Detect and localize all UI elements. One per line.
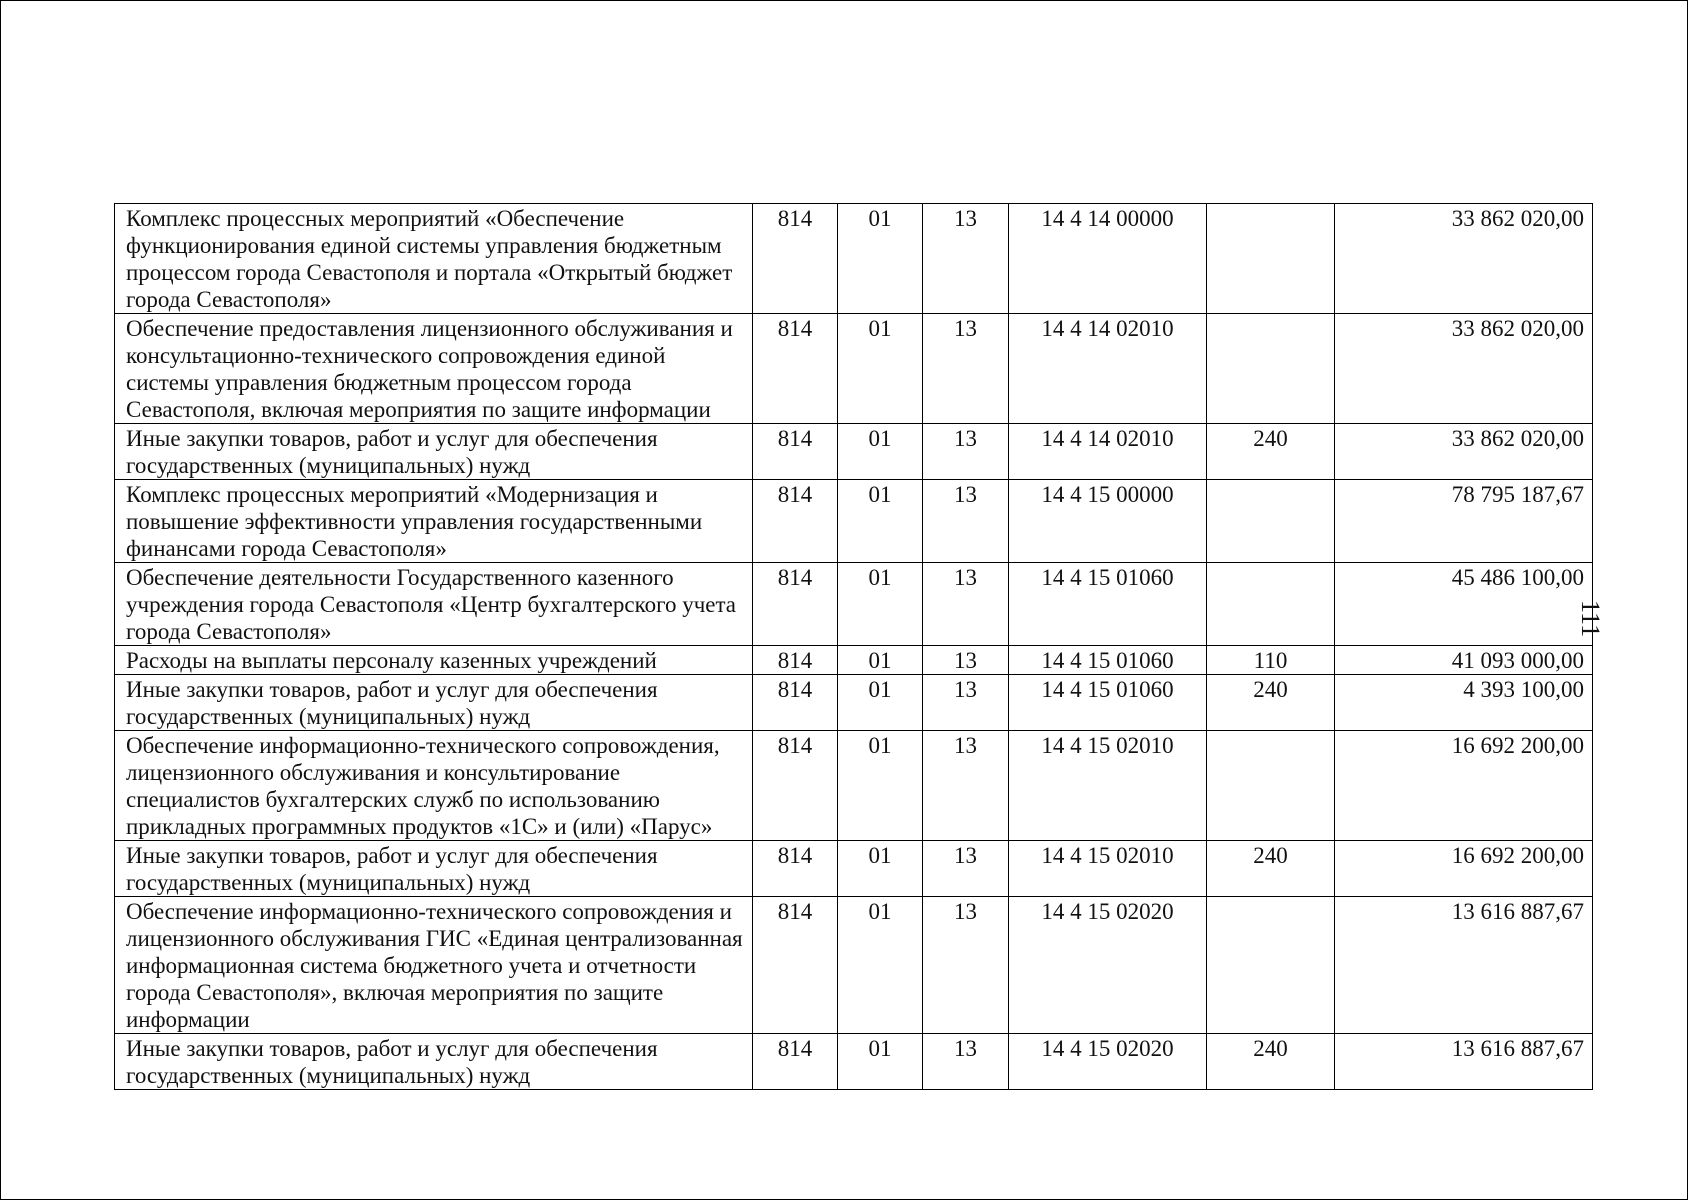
row-amount: 33 862 020,00 <box>1335 314 1593 424</box>
row-name: Расходы на выплаты персоналу казенных учреждений <box>115 646 753 675</box>
row-expense-type: 240 <box>1207 1034 1335 1090</box>
row-subsection-code: 13 <box>923 314 1009 424</box>
row-target-article: 14 4 15 02020 <box>1009 897 1207 1034</box>
table-body <box>115 204 1593 1090</box>
row-name: Обеспечение информационно-технического сопровождения и лицензионного обслуживания ГИС «Единая централизованная информационная система бюджетного учета и отчетности города Севастополя», включая мероприятия по защите информации <box>115 897 753 1034</box>
row-name: Иные закупки товаров, работ и услуг для обеспечения государственных (муниципальных) нужд <box>115 841 753 897</box>
row-target-article: 14 4 14 00000 <box>1009 204 1207 314</box>
row-subsection-code: 13 <box>923 424 1009 480</box>
row-subsection-code: 13 <box>923 841 1009 897</box>
row-section-code: 01 <box>838 731 923 841</box>
table-row <box>115 897 1593 1034</box>
row-expense-type: 240 <box>1207 675 1335 731</box>
row-section-code: 01 <box>838 204 923 314</box>
row-expense-type <box>1207 897 1335 1034</box>
row-expense-type: 110 <box>1207 646 1335 675</box>
table-row <box>115 841 1593 897</box>
row-target-article: 14 4 15 02010 <box>1009 731 1207 841</box>
row-name: Иные закупки товаров, работ и услуг для обеспечения государственных (муниципальных) нужд <box>115 1034 753 1090</box>
row-ministry-code: 814 <box>753 731 838 841</box>
table-row <box>115 1034 1593 1090</box>
row-subsection-code: 13 <box>923 731 1009 841</box>
row-name: Комплекс процессных мероприятий «Обеспечение функционирования единой системы управления бюджетным процессом города Севастополя и портала «Открытый бюджет города Севастополя» <box>115 204 753 314</box>
row-ministry-code: 814 <box>753 204 838 314</box>
row-amount: 13 616 887,67 <box>1335 897 1593 1034</box>
row-target-article: 14 4 15 00000 <box>1009 480 1207 563</box>
row-amount: 33 862 020,00 <box>1335 424 1593 480</box>
row-section-code: 01 <box>838 646 923 675</box>
row-ministry-code: 814 <box>753 675 838 731</box>
row-section-code: 01 <box>838 675 923 731</box>
row-target-article: 14 4 15 01060 <box>1009 563 1207 646</box>
row-target-article: 14 4 15 02010 <box>1009 841 1207 897</box>
row-section-code: 01 <box>838 1034 923 1090</box>
row-amount: 4 393 100,00 <box>1335 675 1593 731</box>
row-expense-type <box>1207 314 1335 424</box>
row-expense-type: 240 <box>1207 424 1335 480</box>
row-name: Комплекс процессных мероприятий «Модернизация и повышение эффективности управления государственными финансами города Севастополя» <box>115 480 753 563</box>
row-name: Иные закупки товаров, работ и услуг для обеспечения государственных (муниципальных) нужд <box>115 424 753 480</box>
table-row <box>115 314 1593 424</box>
row-subsection-code: 13 <box>923 563 1009 646</box>
row-section-code: 01 <box>838 480 923 563</box>
row-amount: 45 486 100,00 <box>1335 563 1593 646</box>
row-ministry-code: 814 <box>753 1034 838 1090</box>
row-subsection-code: 13 <box>923 1034 1009 1090</box>
table-row <box>115 424 1593 480</box>
row-target-article: 14 4 15 02020 <box>1009 1034 1207 1090</box>
row-expense-type <box>1207 563 1335 646</box>
row-subsection-code: 13 <box>923 675 1009 731</box>
row-target-article: 14 4 14 02010 <box>1009 424 1207 480</box>
row-subsection-code: 13 <box>923 480 1009 563</box>
row-section-code: 01 <box>838 897 923 1034</box>
row-name: Обеспечение деятельности Государственного казенного учреждения города Севастополя «Центр бухгалтерского учета города Севастополя» <box>115 563 753 646</box>
row-section-code: 01 <box>838 314 923 424</box>
row-name: Обеспечение предоставления лицензионного обслуживания и консультационно-технического сопровождения единой системы управления бюджетным процессом города Севастополя, включая мероприятия по защите информации <box>115 314 753 424</box>
row-subsection-code: 13 <box>923 897 1009 1034</box>
table-row <box>115 646 1593 675</box>
row-target-article: 14 4 15 01060 <box>1009 675 1207 731</box>
row-target-article: 14 4 15 01060 <box>1009 646 1207 675</box>
row-section-code: 01 <box>838 841 923 897</box>
row-amount: 33 862 020,00 <box>1335 204 1593 314</box>
row-expense-type <box>1207 204 1335 314</box>
row-expense-type <box>1207 480 1335 563</box>
page-number: 111 <box>1576 600 1605 638</box>
row-name: Обеспечение информационно-технического сопровождения, лицензионного обслуживания и консультирование специалистов бухгалтерских служб по использованию прикладных программных продуктов «1С» и (или) «Парус» <box>115 731 753 841</box>
row-amount: 16 692 200,00 <box>1335 841 1593 897</box>
row-ministry-code: 814 <box>753 897 838 1034</box>
row-name: Иные закупки товаров, работ и услуг для обеспечения государственных (муниципальных) нужд <box>115 675 753 731</box>
row-ministry-code: 814 <box>753 424 838 480</box>
row-section-code: 01 <box>838 424 923 480</box>
row-subsection-code: 13 <box>923 204 1009 314</box>
row-amount: 13 616 887,67 <box>1335 1034 1593 1090</box>
table-row <box>115 731 1593 841</box>
row-subsection-code: 13 <box>923 646 1009 675</box>
row-ministry-code: 814 <box>753 563 838 646</box>
table-row <box>115 675 1593 731</box>
row-target-article: 14 4 14 02010 <box>1009 314 1207 424</box>
row-ministry-code: 814 <box>753 646 838 675</box>
row-ministry-code: 814 <box>753 314 838 424</box>
row-expense-type <box>1207 731 1335 841</box>
row-ministry-code: 814 <box>753 841 838 897</box>
table-row <box>115 563 1593 646</box>
row-amount: 16 692 200,00 <box>1335 731 1593 841</box>
row-expense-type: 240 <box>1207 841 1335 897</box>
table-row <box>115 204 1593 314</box>
table-row <box>115 480 1593 563</box>
row-amount: 78 795 187,67 <box>1335 480 1593 563</box>
budget-table <box>114 203 1593 1090</box>
row-ministry-code: 814 <box>753 480 838 563</box>
row-amount: 41 093 000,00 <box>1335 646 1593 675</box>
row-section-code: 01 <box>838 563 923 646</box>
